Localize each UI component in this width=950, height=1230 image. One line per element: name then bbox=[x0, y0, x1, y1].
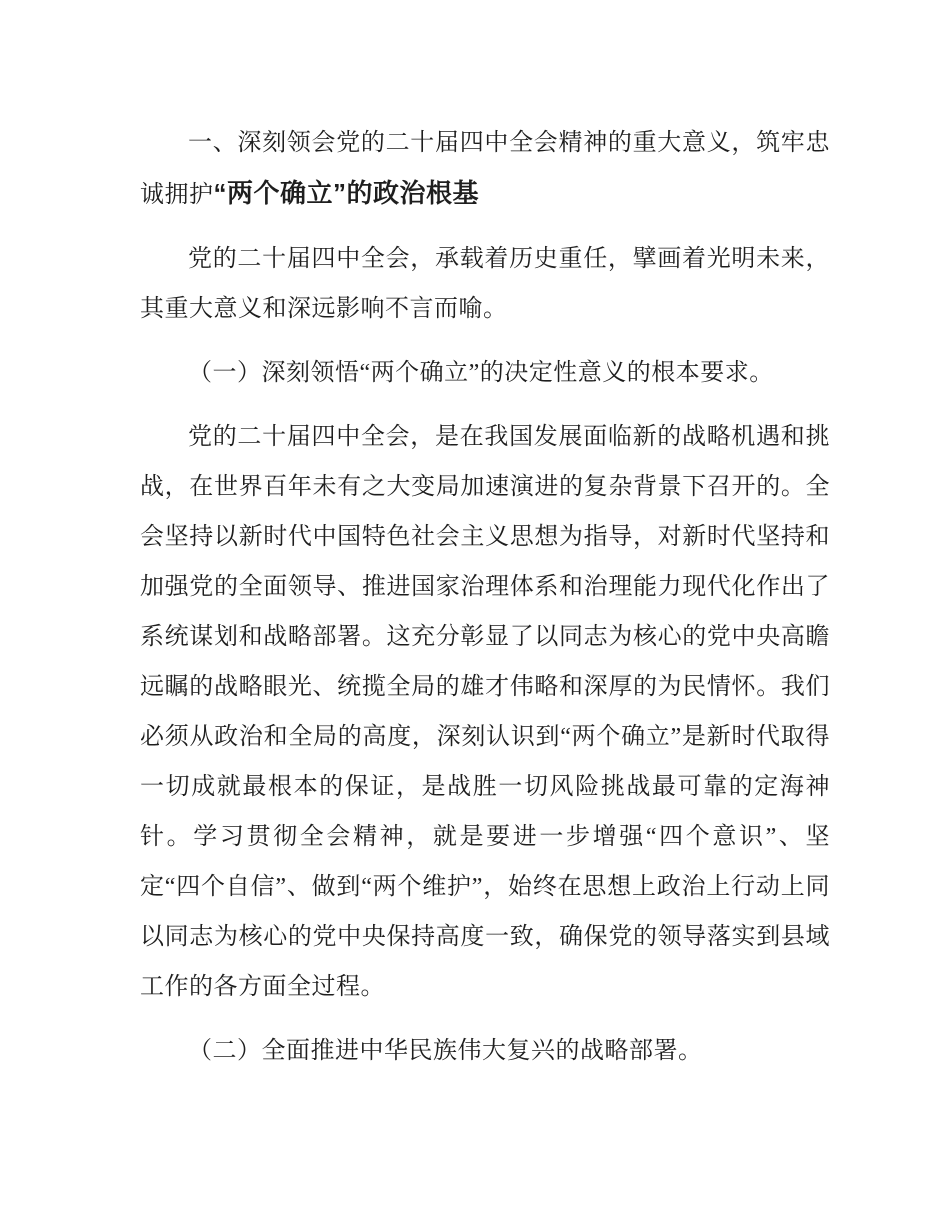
paragraph-body: 党的二十届四中全会，是在我国发展面临新的战略机遇和挑战，在世界百年未有之大变局加速演进的复杂背景下召开的。全会坚持以新时代中国特色社会主义思想为指导，对新时代坚持和加强党的全面领导、推进国家治理体系和治理能力现代化作出了系统谋划和战略部署。这充分彰显了以同志为核心的党中央高瞻远瞩的战略眼光、统揽全局的雄才伟略和深厚的为民情怀。我们必须从政治和全局的高度，深刻认识到“两个确立”是新时代取得一切成就最根本的保证，是战胜一切风险挑战最可靠的定海神针。学习贯彻全会精神，就是要进一步增强“四个意识”、坚定“四个自信”、做到“两个维护”，始终在思想上政治上行动上同以同志为核心的党中央保持高度一致，确保党的领导落实到县域工作的各方面全过程。 bbox=[140, 424, 830, 1000]
subheading-item-2: （二）全面推进中华民族伟大复兴的战略部署。 bbox=[188, 1038, 703, 1064]
section-heading bbox=[140, 118, 830, 220]
section-heading-regular-text: 一、深刻领会党的二十届四中全会精神的重大意义，筑牢忠诚拥护 bbox=[140, 130, 830, 208]
paragraph-intro: 党的二十届四中全会，承载着历史重任，擘画着光明未来，其重大意义和深远影响不言而喻。 bbox=[140, 246, 830, 322]
section-heading-bold-text: “两个确立”的政治根基 bbox=[213, 178, 480, 208]
subheading-item-1: （一）深刻领悟“两个确立”的决定性意义的根本要求。 bbox=[188, 360, 774, 386]
document-body bbox=[140, 118, 830, 1090]
